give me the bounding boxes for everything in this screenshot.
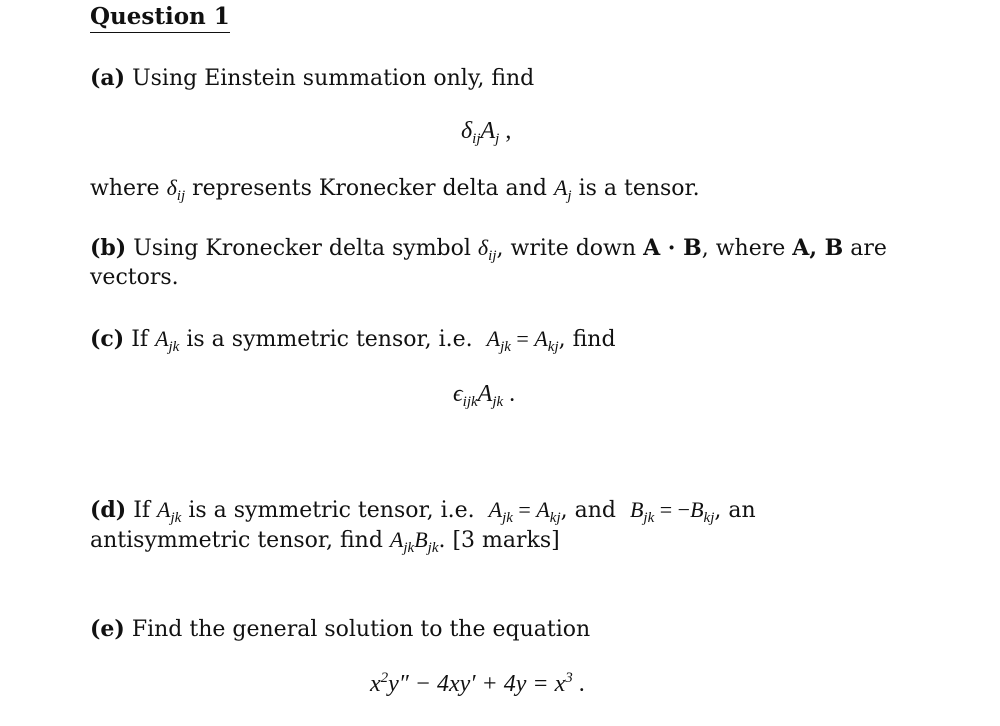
part-a-expression: [461, 118, 511, 148]
delta-symbol: δ: [461, 118, 473, 144]
where-text: where: [90, 176, 160, 201]
eq1-lhs: A: [488, 497, 503, 522]
part-c-text2: is a symmetric tensor, i.e.: [186, 327, 473, 352]
eq2-rhs-sub: kj: [703, 510, 715, 526]
eq-x: x: [370, 671, 381, 697]
part-b-text4: are: [850, 236, 887, 261]
part-e-label: (e): [90, 616, 125, 642]
part-b-text2: , write down: [496, 236, 637, 261]
A-symbol: A: [157, 497, 171, 522]
part-b-label: (b): [90, 235, 127, 261]
comma: ,: [499, 118, 512, 144]
question-title: Question 1: [90, 4, 230, 33]
eq2-rhs: B: [690, 497, 704, 522]
delta-subscript: ij: [488, 248, 497, 264]
part-d-text1: If: [133, 498, 151, 523]
dot-product-expression: A · B: [643, 235, 702, 261]
A-subscript: j: [495, 131, 500, 147]
prod-B: B: [414, 527, 428, 552]
part-a-where-line: [90, 174, 700, 210]
eq1-rhs-sub: kj: [549, 510, 561, 526]
eq1-lhs-sub: jk: [502, 510, 513, 526]
delta-subscript: ij: [176, 188, 186, 204]
eq-x-sup: 2: [380, 670, 389, 686]
marks-text: . [3 marks]: [438, 528, 560, 553]
part-b-line1: [90, 234, 887, 270]
part-c-expression: [453, 381, 515, 411]
prod-A: A: [389, 527, 404, 552]
part-a-label: (a): [90, 65, 126, 91]
where-end-text: is a tensor.: [578, 176, 700, 201]
symmetric-equation: [486, 326, 559, 355]
eq-lhs: A: [486, 326, 501, 351]
A-symbol: A: [477, 381, 493, 407]
delta-symbol: δ: [166, 175, 177, 200]
eq-rhs: A: [534, 326, 548, 351]
eq2-lhs-sub: jk: [643, 510, 655, 526]
period: .: [503, 381, 516, 407]
epsilon-subscript: ijk: [462, 394, 478, 410]
part-c-text3: , find: [558, 327, 616, 352]
A-symbol: A: [553, 175, 568, 200]
part-a-text: Using Einstein summation only, find: [132, 66, 535, 91]
antisymmetric-equation: [629, 497, 715, 526]
part-e-line: [90, 615, 590, 644]
eq2-mid: = −: [654, 497, 691, 522]
delta-symbol: δ: [477, 235, 489, 260]
eq1-rhs: A: [536, 497, 550, 522]
epsilon-symbol: ϵ: [453, 381, 463, 407]
part-b-line2: vectors.: [90, 265, 179, 290]
delta-subscript: ij: [472, 131, 481, 147]
eq-lhs-sub: jk: [500, 339, 511, 355]
part-c-label: (c): [90, 326, 125, 352]
part-a-intro: [90, 64, 534, 93]
part-d-line2-text: antisymmetric tensor, find: [90, 528, 383, 553]
eq2-lhs: B: [629, 497, 644, 522]
eq1-mid: =: [512, 497, 537, 522]
part-c-text1: If: [131, 327, 149, 352]
A-subscript: jk: [492, 394, 504, 410]
A-subscript: j: [567, 188, 572, 204]
eq-rhs-sub: kj: [547, 339, 559, 355]
symmetric-equation: [488, 497, 561, 526]
part-d-text4: , an: [714, 498, 756, 523]
A-symbol: A: [155, 326, 169, 351]
part-b-text3: , where: [701, 236, 786, 261]
A-symbol: A: [480, 118, 496, 144]
eq-mid: =: [510, 326, 535, 351]
part-e-text: Find the general solution to the equation: [131, 617, 591, 642]
part-d-text3: , and: [560, 498, 616, 523]
A-subscript: jk: [168, 339, 180, 355]
part-c-line: [90, 325, 616, 361]
part-b-text1: Using Kronecker delta symbol: [133, 236, 471, 261]
vectors-expression: A, B: [792, 235, 844, 261]
prod-B-sub: jk: [427, 540, 439, 556]
eq-rhs-sup: 3: [565, 670, 573, 686]
part-d-label: (d): [90, 497, 127, 523]
where-mid-text: represents Kronecker delta and: [192, 176, 547, 201]
eq-end: .: [572, 671, 585, 697]
prod-A-sub: jk: [403, 540, 415, 556]
part-d-text2: is a symmetric tensor, i.e.: [188, 498, 475, 523]
product-expression: [389, 527, 439, 556]
part-e-equation: [370, 670, 585, 698]
eq-body: y″ − 4xy′ + 4y = x: [388, 671, 566, 697]
A-subscript: jk: [170, 510, 182, 526]
part-d-line2: [90, 526, 560, 562]
